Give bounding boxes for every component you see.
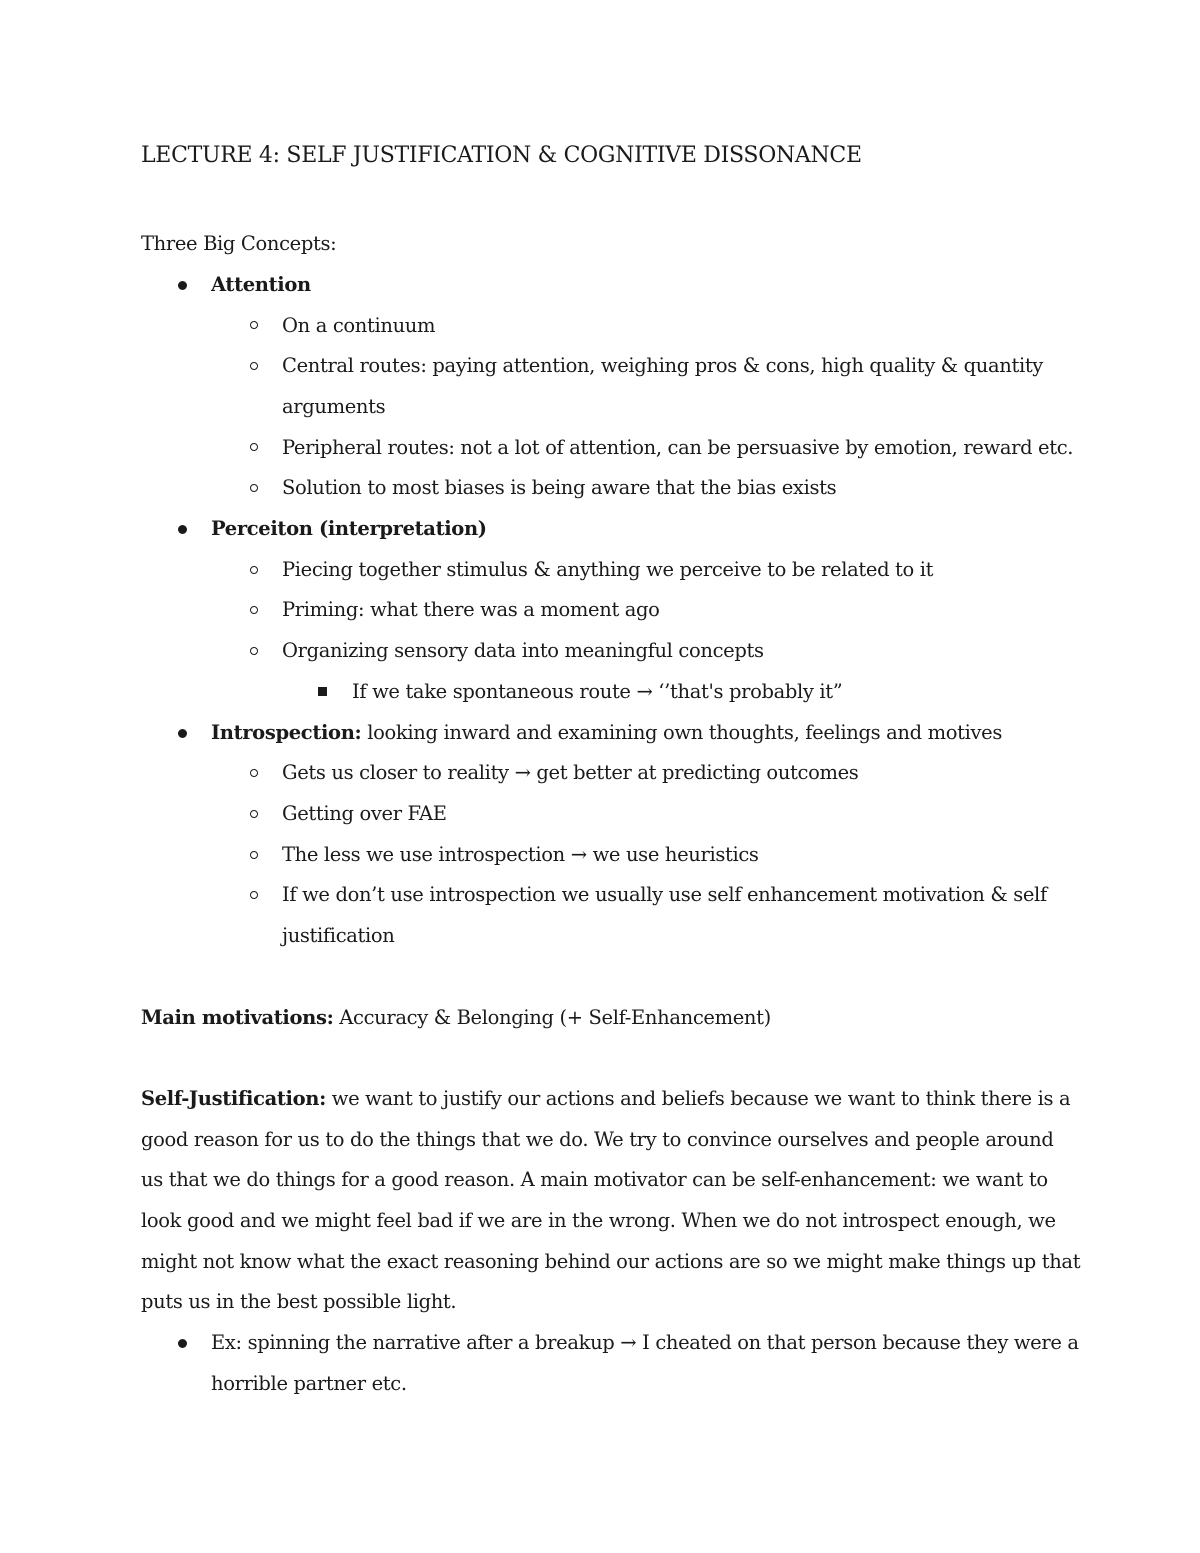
introspection-item: Getting over FAE <box>282 802 447 825</box>
self-justification-label: Self-Justification: <box>141 1087 326 1110</box>
bullet-dot-icon <box>178 729 187 738</box>
bullet-circle-icon <box>250 891 258 899</box>
perception-heading: Perceiton (interpretation) <box>211 517 487 540</box>
perception-item: Organizing sensory data into meaningful concepts <box>282 639 764 662</box>
self-justification-line: look good and we might feel bad if we are in the wrong. When we do not introspect enough, we <box>141 1209 1056 1232</box>
perception-subitem: If we take spontaneous route → ‘’that's probably it” <box>352 680 843 703</box>
bullet-dot-icon <box>178 281 187 290</box>
self-justification-line: puts us in the best possible light. <box>141 1290 457 1313</box>
bullet-circle-icon <box>250 606 258 614</box>
bullet-circle-icon <box>250 484 258 492</box>
attention-item-continued: arguments <box>282 395 386 418</box>
bullet-circle-icon <box>250 647 258 655</box>
bullet-dot-icon <box>178 1339 187 1348</box>
introspection-item: If we don’t use introspection we usually use self enhancement motivation & self <box>282 883 1047 906</box>
page-title: LECTURE 4: SELF JUSTIFICATION & COGNITIVE DISSONANCE <box>141 143 862 168</box>
introspection-heading: Introspection: <box>211 721 362 744</box>
intro-text: Three Big Concepts: <box>141 232 337 255</box>
attention-item: Solution to most biases is being aware that the bias exists <box>282 476 837 499</box>
introspection-line <box>211 720 1002 746</box>
self-justification-line <box>141 1086 1070 1112</box>
self-justification-line: might not know what the exact reasoning behind our actions are so we might make things up that <box>141 1250 1081 1273</box>
self-justification-line: us that we do things for a good reason. A main motivator can be self-enhancement: we want to <box>141 1168 1048 1191</box>
perception-item: Piecing together stimulus & anything we perceive to be related to it <box>282 558 934 581</box>
bullet-circle-icon <box>250 810 258 818</box>
motivations-line <box>141 1005 771 1031</box>
example-line: Ex: spinning the narrative after a breakup → I cheated on that person because they were a <box>211 1331 1079 1354</box>
bullet-circle-icon <box>250 362 258 370</box>
bullet-circle-icon <box>250 769 258 777</box>
bullet-square-icon <box>318 687 327 696</box>
attention-item: On a continuum <box>282 314 436 337</box>
introspection-item: The less we use introspection → we use heuristics <box>282 843 759 866</box>
motivations-label: Main motivations: <box>141 1006 334 1029</box>
attention-heading: Attention <box>211 273 311 296</box>
bullet-circle-icon <box>250 321 258 329</box>
self-justification-line: good reason for us to do the things that we do. We try to convince ourselves and people around <box>141 1128 1054 1151</box>
self-justification-text: we want to justify our actions and beliefs because we want to think there is a <box>325 1087 1071 1110</box>
bullet-circle-icon <box>250 566 258 574</box>
example-line-continued: horrible partner etc. <box>211 1372 407 1395</box>
bullet-circle-icon <box>250 851 258 859</box>
attention-item: Peripheral routes: not a lot of attention, can be persuasive by emotion, reward etc. <box>282 436 1074 459</box>
motivations-text: Accuracy & Belonging (+ Self-Enhancement) <box>333 1006 771 1029</box>
perception-item: Priming: what there was a moment ago <box>282 598 660 621</box>
bullet-dot-icon <box>178 525 187 534</box>
introspection-item: Gets us closer to reality → get better at predicting outcomes <box>282 761 859 784</box>
introspection-item-continued: justification <box>282 924 395 947</box>
introspection-text: looking inward and examining own thoughts, feelings and motives <box>361 721 1003 744</box>
attention-item: Central routes: paying attention, weighing pros & cons, high quality & quantity <box>282 354 1043 377</box>
bullet-circle-icon <box>250 443 258 451</box>
